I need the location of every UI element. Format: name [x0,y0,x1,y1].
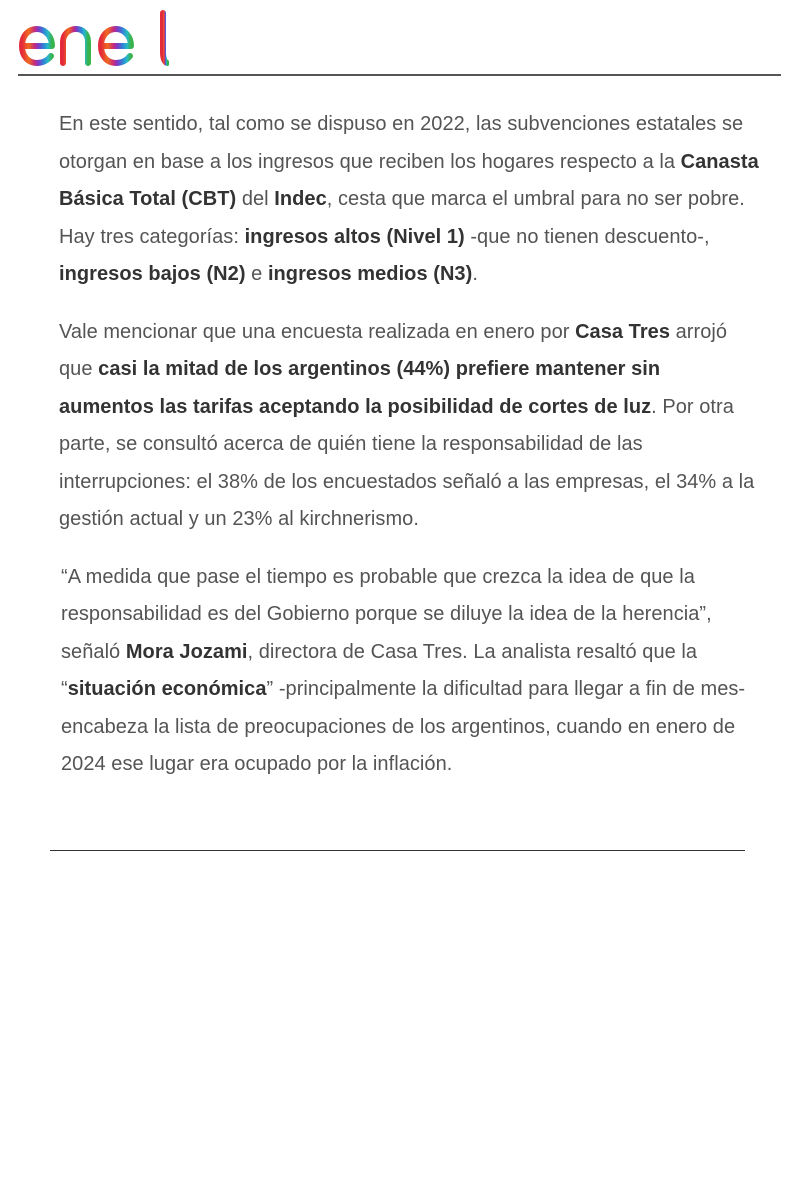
article-body [59,106,759,804]
text: -que no tienen descuento-, [464,225,710,248]
bold-text: Casa Tres [575,320,671,343]
paragraph-survey [59,314,759,539]
enel-logo[interactable] [17,8,169,68]
bold-text: Canasta Básica Total (CBT) [59,150,759,210]
text: “A medida que pase el tiempo es probable que crezca la idea de que la responsabilidad es del Gobierno porque se diluye la idea de la herencia”, señaló [61,565,712,663]
bold-text: Indec [274,188,327,210]
bold-text: ingresos bajos (N2) [59,263,246,285]
bold-text: ingresos altos (Nivel 1) [244,225,465,248]
text: , cesta que marca el umbral para no ser pobre. Hay tres categorías: [59,188,745,248]
text: ” -principalmente la dificultad para llegar a fin de mes- encabeza la lista de preocupaciones de los argentinos, cuando en enero de 2024 ese lugar era ocupado por la inflación. [61,678,746,775]
text: , directora de Casa Tres. La analista resaltó que la “ [61,640,698,700]
text: arrojó que [59,320,728,380]
paragraph-quote [61,559,759,784]
header-divider [18,74,781,76]
footer-divider [50,850,745,851]
header [0,0,800,76]
text: Vale mencionar que una encuesta realizada en enero por [59,320,576,343]
bold-text: casi la mitad de los argentinos (44%) prefiere mantener sin aumentos las tarifas aceptando la posibilidad de cortes de luz [59,358,661,418]
text: del [236,188,275,210]
text: e [245,263,268,285]
paragraph-subsidies [59,106,759,294]
text: . Por otra parte, se consultó acerca de quién tiene la responsabilidad de las interrupciones: el 38% de los encuestados señaló a las empresas, el 34% a la gestión actual y un 23% al kirchnerismo. [59,395,755,530]
bold-text: Mora Jozami [125,640,248,663]
text: . [472,263,478,285]
bold-text: ingresos medios (N3) [267,263,473,285]
bold-text: situación económica [67,678,267,700]
text: En este sentido, tal como se dispuso en 2022, las subvenciones estatales se otorgan en base a los ingresos que reciben los hogares respecto a la [59,113,744,173]
